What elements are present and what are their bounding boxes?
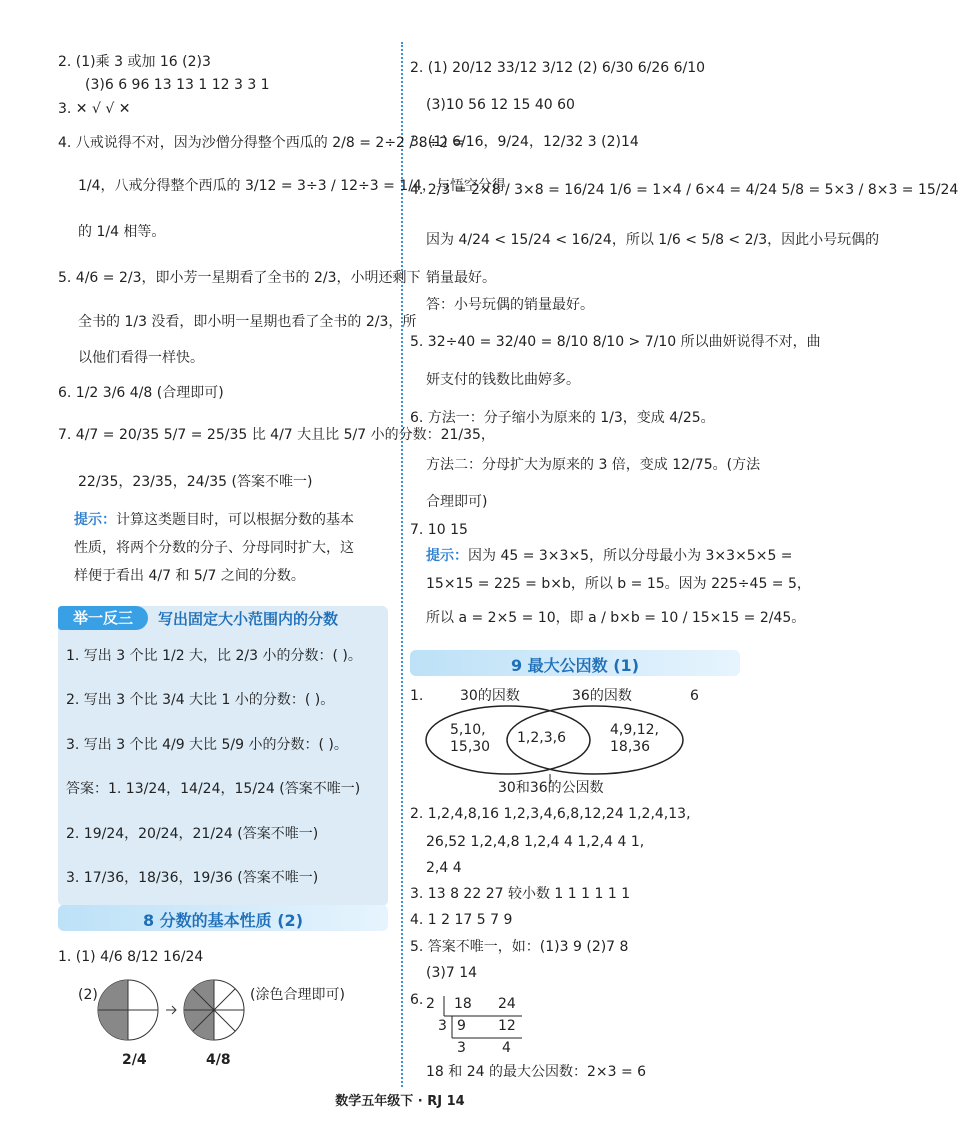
venn-left-2: 15,30 [450, 739, 491, 755]
tip-label: 提示： [74, 512, 116, 528]
venn-bottom-label: 30和36的公因数 [498, 780, 604, 796]
left-q5-line2: 全书的 1/3 没看，即小明一星期也看了全书的 2/3，所 [78, 314, 417, 330]
right-tip-line2: 15×15 = 225 = b×b，所以 b = 15。因为 225÷45 = 5， [426, 576, 811, 592]
division-12: 12 [498, 1018, 516, 1034]
venn-right-2: 18,36 [610, 739, 651, 755]
left-q4-line3: 的 1/4 相等。 [78, 224, 166, 240]
right-q2-line1: 2. (1) 20/12 33/12 3/12 (2) 6/30 6/26 6/10 [410, 60, 706, 76]
division-18: 18 [454, 996, 472, 1012]
arrow-icon [166, 1006, 176, 1014]
sec8-q1-line1: 1. (1) 4/6 8/12 16/24 [58, 949, 204, 965]
sec9-q4: 4. 1 2 17 5 7 9 [410, 912, 513, 928]
venn-answer: 6 [690, 688, 699, 704]
section-8-banner [58, 905, 388, 931]
frac-4-8: 4/8 [206, 1052, 231, 1068]
sec9-q2-line3: 2,4 4 [426, 860, 462, 876]
right-q5-line1: 5. 32÷40 = 32/40 = 8/10 8/10 > 7/10 所以曲妍说得不对，曲 [410, 334, 821, 350]
right-tip-line3: 所以 a = 2×5 = 10，即 a / b×b = 10 / 15×15 = 2/45。 [426, 610, 806, 626]
venn-right-1: 4,9,12, [610, 722, 659, 738]
left-q7-line2: 22/35，23/35，24/35 (答案不唯一) [78, 474, 313, 490]
page-footer: 数学五年级下 · RJ 14 [335, 1094, 465, 1109]
right-q3: 3. (1) 6/16，9/24，12/32 3 (2)14 [410, 134, 639, 150]
venn-right-label: 36的因数 [572, 688, 632, 704]
left-q5-line3: 以他们看得一样快。 [78, 350, 204, 366]
section-8-title: 8 分数的基本性质 (2) [142, 911, 304, 930]
left-q6: 6. 1/2 3/6 4/8 (合理即可) [58, 385, 224, 401]
division-result-4: 4 [502, 1040, 511, 1056]
tip-label-right: 提示： [426, 548, 468, 564]
practice-tab: 举一反三 [58, 606, 148, 630]
right-q6-line2: 方法二：分母扩大为原来的 3 倍，变成 12/75。(方法 [426, 457, 761, 473]
division-lines [436, 994, 526, 1040]
practice-title: 写出固定大小范围内的分数 [158, 610, 339, 628]
right-q6-line1: 6. 方法一：分子缩小为原来的 1/3，变成 4/25。 [410, 410, 715, 426]
right-q4-line4: 答：小号玩偶的销量最好。 [426, 297, 594, 313]
sec9-q5-line1: 5. 答案不唯一，如：(1)3 9 (2)7 8 [410, 939, 629, 955]
right-q4-line2: 因为 4/24 < 15/24 < 16/24，所以 1/6 < 5/8 < 2/3，因此小号玩偶的 [426, 232, 880, 248]
sec8-q1-note: (涂色合理即可) [250, 987, 345, 1003]
circle-diagrams [96, 975, 256, 1050]
tip-text-1: 计算这类题目时，可以根据分数的基本 [116, 512, 354, 528]
frac-2-4: 2/4 [122, 1052, 147, 1068]
sec9-q6-num: 6. [410, 992, 424, 1008]
right-q7: 7. 10 15 [410, 522, 468, 538]
practice-answer-1: 答案：1. 13/24，14/24，15/24 (答案不唯一) [66, 781, 361, 797]
sec9-q2-line1: 2. 1,2,4,8,16 1,2,3,4,6,8,12,24 1,2,4,13, [410, 806, 691, 822]
section-9-title: 9 最大公因数 (1) [510, 656, 640, 675]
shaded-quarter-2 [98, 1010, 128, 1040]
division-3: 3 [438, 1018, 447, 1034]
tip-text-right-1: 因为 45 = 3×3×5，所以分母最小为 3×3×5×5 = [468, 548, 793, 564]
division-result-3: 3 [457, 1040, 466, 1056]
right-tip-line1 [426, 546, 793, 566]
practice-q3: 3. 写出 3 个比 4/9 大比 5/9 小的分数：( )。 [66, 737, 348, 753]
column-divider [401, 42, 403, 1087]
left-tip-line2: 性质，将两个分数的分子、分母同时扩大，这 [74, 540, 354, 556]
right-q6-line3: 合理即可) [426, 494, 488, 510]
sec9-q5-line2: (3)7 14 [426, 965, 478, 981]
division-9: 9 [457, 1018, 466, 1034]
practice-q1: 1. 写出 3 个比 1/2 大，比 2/3 小的分数：( )。 [66, 648, 362, 664]
practice-answer-2: 2. 19/24，20/24，21/24 (答案不唯一) [66, 826, 319, 842]
left-tip-line3: 样便于看出 4/7 和 5/7 之间的分数。 [74, 568, 305, 584]
practice-q2: 2. 写出 3 个比 3/4 大比 1 小的分数：( )。 [66, 692, 335, 708]
sec9-q2-line2: 26,52 1,2,4,8 1,2,4 4 1,2,4 4 1, [426, 834, 645, 850]
left-q3: 3. ✕ √ √ ✕ [58, 101, 131, 117]
right-q4-line1: 4. 2/3 = 2×8 / 3×8 = 16/24 1/6 = 1×4 / 6×4 = 4/24 5/8 = 5×3 / 8×3 = 15/24 [410, 182, 958, 198]
sec9-q3: 3. 13 8 22 27 较小数 1 1 1 1 1 1 [410, 886, 631, 902]
left-q7-line1: 7. 4/7 = 20/35 5/7 = 25/35 比 4/7 大且比 5/7 小的分数：21/35， [58, 427, 495, 443]
left-tip-line1 [74, 510, 354, 530]
sec9-q6-result: 18 和 24 的最大公因数：2×3 = 6 [426, 1064, 647, 1080]
left-q5-line1: 5. 4/6 = 2/3，即小芳一星期看了全书的 2/3，小明还剩下 [58, 270, 421, 286]
practice-answer-3: 3. 17/36，18/36，19/36 (答案不唯一) [66, 870, 319, 886]
venn-left-label: 30的因数 [460, 688, 520, 704]
section-9-banner [410, 650, 740, 676]
left-q2-line2: (3)6 6 96 13 13 1 12 3 3 1 [85, 77, 270, 93]
left-q4-line2: 1/4，八戒分得整个西瓜的 3/12 = 3÷3 / 12÷3 = 1/4，与悟空分得 [78, 178, 506, 194]
sec8-q1-line2: (2) [78, 987, 98, 1003]
right-q4-line3: 销量最好。 [426, 270, 496, 286]
division-2: 2 [426, 996, 435, 1012]
right-q5-line2: 妍支付的钱数比曲婷多。 [426, 372, 580, 388]
left-q4-line1: 4. 八戒说得不对，因为沙僧分得整个西瓜的 2/8 = 2÷2 / 8÷2 = [58, 135, 465, 151]
sec9-q1-num: 1. [410, 688, 424, 704]
right-q2-line2: (3)10 56 12 15 40 60 [426, 97, 575, 113]
venn-center: 1,2,3,6 [517, 730, 566, 746]
shaded-quarter-1 [98, 980, 128, 1010]
division-24: 24 [498, 996, 516, 1012]
left-q2-line1: 2. (1)乘 3 或加 16 (2)3 [58, 54, 211, 70]
venn-left-1: 5,10, [450, 722, 486, 738]
